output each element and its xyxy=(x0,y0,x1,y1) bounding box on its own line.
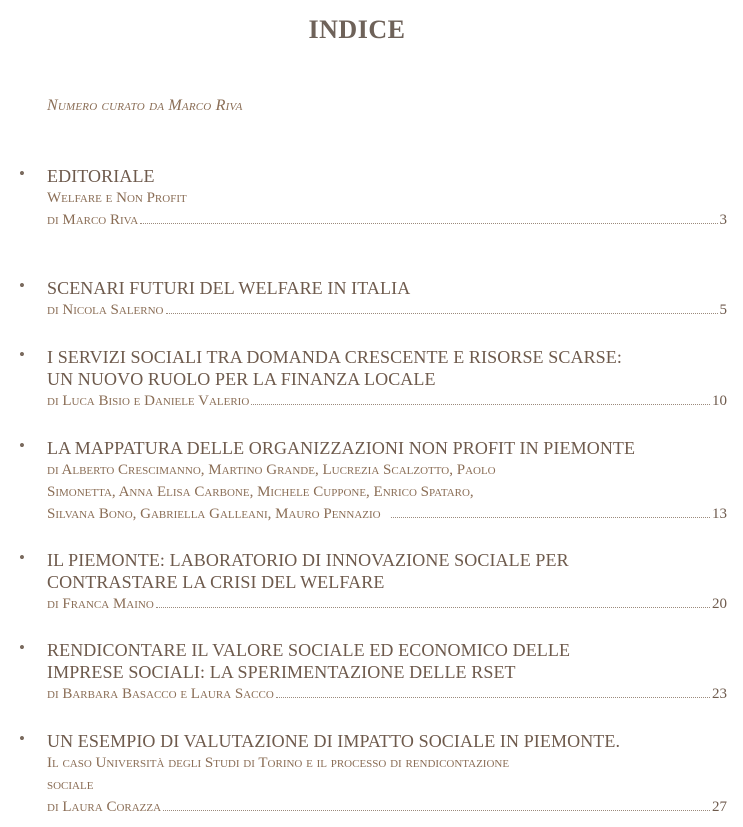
entry-title[interactable]: RENDICONTARE IL VALORE SOCIALE ED ECONOMICO DELLE xyxy=(47,640,571,660)
entry-author-row xyxy=(47,796,727,818)
entry-author-row xyxy=(47,593,727,615)
entry-author-row xyxy=(47,683,727,705)
entry-subtitle: Welfare e Non Profit xyxy=(47,190,187,206)
entry-authors: di Luca Bisio e Daniele Valerio xyxy=(47,393,250,409)
entry-author-row xyxy=(47,503,727,525)
bullet-icon: • xyxy=(19,164,25,183)
entry-authors: Simonetta, Anna Elisa Carbone, Michele Cuppone, Enrico Spataro, xyxy=(47,484,474,500)
bullet-icon: • xyxy=(19,276,25,295)
bullet-icon: • xyxy=(19,436,25,455)
entry-authors: di Barbara Basacco e Laura Sacco xyxy=(47,686,274,702)
bullet-icon: • xyxy=(19,729,25,748)
entry-authors: di Franca Maino xyxy=(47,596,154,612)
entry-author-row xyxy=(47,209,727,231)
entry-page-number[interactable]: 27 xyxy=(712,799,727,815)
entry-subtitle: Il caso Università degli Studi di Torino e il processo di rendicontazione xyxy=(47,755,510,771)
entry-authors: di Alberto Crescimanno, Martino Grande, Lucrezia Scalzotto, Paolo xyxy=(47,462,496,478)
entry-page-number[interactable]: 20 xyxy=(712,596,727,612)
page-title: INDICE xyxy=(308,15,406,44)
entry-title[interactable]: LA MAPPATURA DELLE ORGANIZZAZIONI NON PROFIT IN PIEMONTE xyxy=(47,438,636,458)
entry-authors: di Laura Corazza xyxy=(47,799,162,815)
entry-authors: di Marco Riva xyxy=(47,212,139,228)
toc-entry-servizi-sociali[interactable] xyxy=(19,345,727,412)
entry-author-row xyxy=(47,299,727,321)
dot-leader xyxy=(166,312,718,314)
entry-title[interactable]: UN ESEMPIO DI VALUTAZIONE DI IMPATTO SOCIALE IN PIEMONTE. xyxy=(47,731,621,751)
entry-title[interactable]: EDITORIALE xyxy=(47,166,155,186)
curator-note: Numero curato da Marco Riva xyxy=(47,97,243,114)
dot-leader xyxy=(276,696,710,698)
entry-author-row xyxy=(47,390,727,412)
entry-title[interactable]: UN NUOVO RUOLO PER LA FINANZA LOCALE xyxy=(47,369,436,389)
toc-entry-valutazione-impatto[interactable] xyxy=(19,729,727,818)
dot-leader xyxy=(163,809,710,811)
entry-title[interactable]: IL PIEMONTE: LABORATORIO DI INNOVAZIONE SOCIALE PER xyxy=(47,550,569,570)
entry-page-number[interactable]: 13 xyxy=(712,506,727,522)
bullet-icon: • xyxy=(19,345,25,364)
entry-title[interactable]: I SERVIZI SOCIALI TRA DOMANDA CRESCENTE E RISORSE SCARSE: xyxy=(47,347,622,367)
entry-authors: di Nicola Salerno xyxy=(47,302,164,318)
entry-page-number[interactable]: 5 xyxy=(719,302,727,318)
bullet-icon: • xyxy=(19,638,25,657)
entry-authors: Silvana Bono, Gabriella Galleani, Mauro Pennazio xyxy=(47,506,381,522)
dot-leader xyxy=(140,222,717,224)
entry-title[interactable]: SCENARI FUTURI DEL WELFARE IN ITALIA xyxy=(47,278,411,298)
toc-entry-scenari[interactable] xyxy=(19,276,727,321)
dot-leader xyxy=(156,606,710,608)
entry-page-number[interactable]: 23 xyxy=(712,686,727,702)
toc-entry-piemonte-laboratorio[interactable] xyxy=(19,548,727,615)
toc-entry-mappatura[interactable] xyxy=(19,436,727,525)
dot-leader xyxy=(251,403,710,405)
entry-page-number[interactable]: 3 xyxy=(719,212,727,228)
bullet-icon: • xyxy=(19,548,25,567)
entry-title[interactable]: IMPRESE SOCIALI: LA SPERIMENTAZIONE DELLE RSET xyxy=(47,662,516,682)
toc-entry-rendicontare[interactable] xyxy=(19,638,727,705)
entry-title[interactable]: CONTRASTARE LA CRISI DEL WELFARE xyxy=(47,572,385,592)
dot-leader xyxy=(391,516,710,518)
entry-subtitle: sociale xyxy=(47,777,94,793)
toc-entry-editoriale[interactable] xyxy=(19,164,727,231)
entry-page-number[interactable]: 10 xyxy=(712,393,727,409)
